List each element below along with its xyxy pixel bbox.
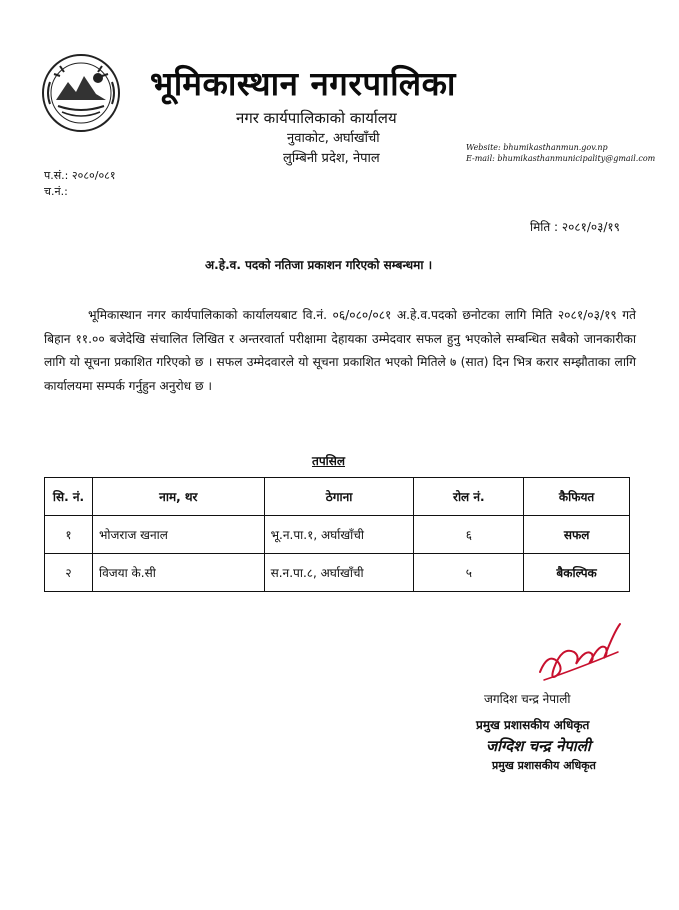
stamp-post: प्रमुख प्रशासकीय अधिकृत (492, 759, 596, 772)
cell-roll: ५ (414, 554, 524, 592)
cell-name: भोजराज खनाल (92, 516, 264, 554)
cell-remarks: बैकल्पिक (524, 554, 630, 592)
letter-body: भूमिकास्थान नगर कार्यपालिकाको कार्यालयबाट वि.नं. ०६/०८०/०८१ अ.हे.व.पदको छनोटका लागि मिति २०८१/०३/१९ गते बिहान ११.०० बजेदेखि संचालित लिखित र अन्तरवार्ता परीक्षामा देहायका उम्मेदवार सफल हुनु भएकोले सम्बन्धित सबैको जानकारीका लागि यो सूचना प्रकाशित गरिएको छ । सफल उम्मेदवारले यो सूचना प्रकाशित भएको मितिले ७ (सात) दिन भित्र करार सम्झौताका लागि कार्यालयमा सम्पर्क गर्नुहुन अनुरोध छ । (44, 308, 636, 393)
cell-remarks: सफल (524, 516, 630, 554)
results-table (44, 477, 630, 592)
municipality-emblem-logo (40, 52, 122, 134)
header-name: नाम, थर (92, 478, 264, 516)
header-roll: रोल नं. (414, 478, 524, 516)
table-row (45, 516, 630, 554)
letter-date: मिति : २०८१/०३/१९ (530, 220, 620, 234)
office-address: नुवाकोट, अर्घाखाँची (287, 131, 380, 146)
cell-address: भू.न.पा.१, अर्घाखाँची (264, 516, 414, 554)
cell-name: विजया के.सी (92, 554, 264, 592)
cell-address: स.न.पा.८, अर्घाखाँची (264, 554, 414, 592)
office-title: भूमिकास्थान नगरपालिका (150, 64, 456, 103)
cell-serial: २ (45, 554, 93, 592)
website-text: Website: bhumikasthanmun.gov.np (466, 143, 608, 152)
signatory-name: जगदिश चन्द्र नेपाली (484, 692, 571, 706)
header-serial: सि. नं. (45, 478, 93, 516)
letter-subject: अ.हे.व. पदको नतिजा प्रकाशन गरिएको सम्बन्धमा । (205, 258, 433, 272)
table-caption: तपसिल (312, 454, 346, 468)
letter-reference-number: प.सं.: २०८०/०८१ (44, 169, 116, 182)
office-subtitle: नगर कार्यपालिकाको कार्यालय (236, 109, 397, 127)
header-remarks: कैफियत (524, 478, 630, 516)
cell-roll: ६ (414, 516, 524, 554)
handwritten-signature (534, 612, 626, 690)
cell-serial: १ (45, 516, 93, 554)
email-text: E-mail: bhumikasthanmunicipality@gmail.com (466, 154, 656, 163)
table-header-row (45, 478, 630, 516)
office-province: लुम्बिनी प्रदेश, नेपाल (283, 151, 380, 166)
stamp-name: जग्दिश चन्द्र नेपाली (486, 737, 591, 755)
table-row (45, 554, 630, 592)
header-address: ठेगाना (264, 478, 414, 516)
signatory-post: प्रमुख प्रशासकीय अधिकृत (476, 718, 590, 732)
dispatch-number: च.नं.: (44, 185, 68, 198)
